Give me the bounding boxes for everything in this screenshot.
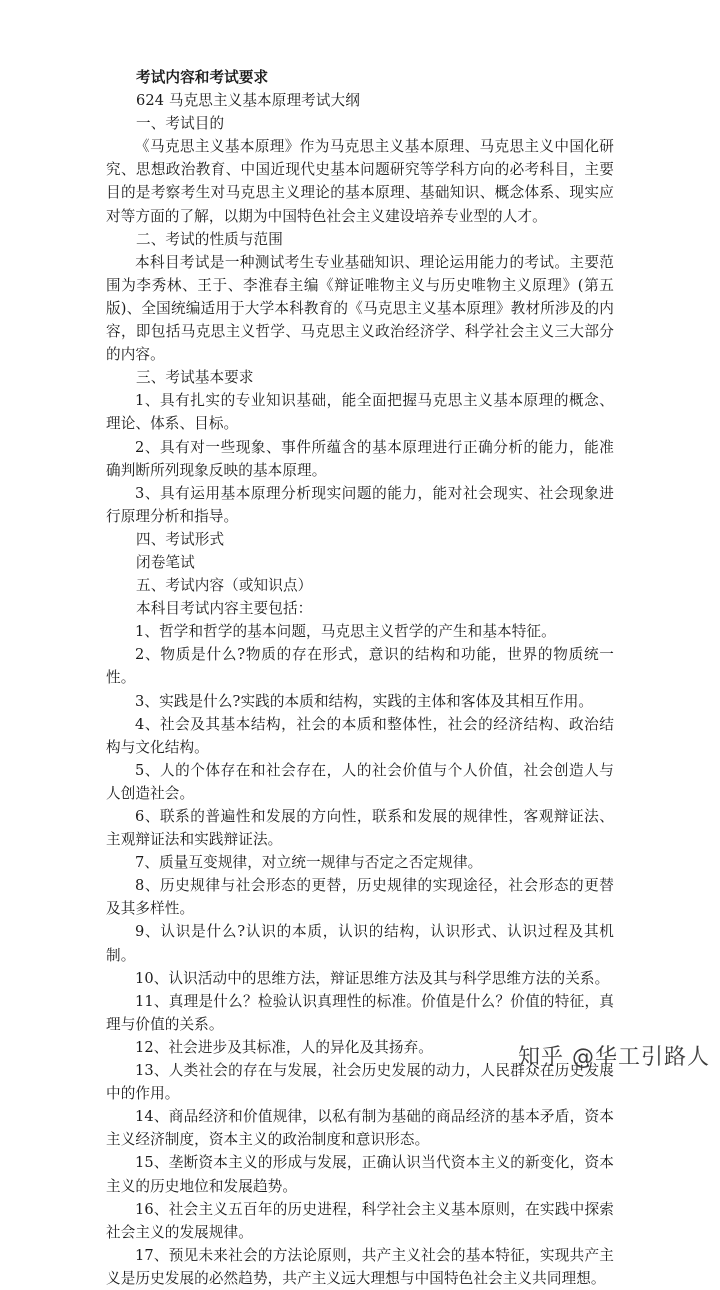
content-item: 12、社会进步及其标准，人的异化及其扬弃。 [135, 1038, 433, 1056]
section-4-heading: 四、考试形式 [136, 530, 225, 548]
content-item: 15、垄断资本主义的形成与发展，正确认识当代资本主义的新变化，资本主义的历史地位和发展趋势。 [106, 1154, 614, 1195]
content-item: 1、哲学和哲学的基本问题，马克思主义哲学的产生和基本特征。 [135, 623, 556, 641]
content-item: 6、联系的普遍性和发展的方向性，联系和发展的规律性，客观辩证法、主观辩证法和实践辩证法。 [106, 808, 614, 849]
content-item: 5、人的个体存在和社会存在，人的社会价值与个人价值，社会创造人与人创造社会。 [106, 761, 614, 802]
document-title: 考试内容和考试要求 [136, 69, 269, 86]
requirement-item: 3、具有运用基本原理分析现实问题的能力，能对社会现实、社会现象进行原理分析和指导。 [106, 484, 614, 525]
content-item: 16、社会主义五百年的历史进程，科学社会主义基本原则，在实践中探索社会主义的发展规律。 [106, 1200, 614, 1241]
requirement-item: 1、具有扎实的专业知识基础，能全面把握马克思主义基本原理的概念、理论、体系、目标。 [106, 392, 614, 433]
content-item: 9、认识是什么?认识的本质，认识的结构，认识形式、认识过程及其机制。 [106, 923, 614, 964]
requirement-item: 2、具有对一些现象、事件所蕴含的基本原理进行正确分析的能力，能准确判断所列现象反映的基本原理。 [106, 438, 614, 479]
zhihu-watermark: 知乎 @华工引路人 [518, 1045, 710, 1070]
section-1-heading: 一、考试目的 [136, 115, 225, 133]
content-item: 4、社会及其基本结构，社会的本质和整体性，社会的经济结构、政治结构与文化结构。 [106, 715, 614, 756]
content-item: 17、预见未来社会的方法论原则，共产主义社会的基本特征，实现共产主义是历史发展的必然趋势，共产主义远大理想与中国特色社会主义共同理想。 [106, 1246, 614, 1287]
content-item: 14、商品经济和价值规律，以私有制为基础的商品经济的基本矛盾，资本主义经济制度，资本主义的政治制度和意识形态。 [106, 1108, 614, 1149]
content-item: 3、实践是什么?实践的本质和结构，实践的主体和客体及其相互作用。 [135, 692, 594, 710]
content-item: 13、人类社会的存在与发展，社会历史发展的动力，人民群众在历史发展中的作用。 [106, 1062, 614, 1103]
section-3-heading: 三、考试基本要求 [136, 369, 254, 387]
content-item: 8、历史规律与社会形态的更替，历史规律的实现途径，社会形态的更替及其多样性。 [106, 877, 614, 918]
content-item: 7、质量互变规律，对立统一规律与否定之否定规律。 [135, 854, 483, 872]
section-5-intro: 本科目考试内容主要包括： [136, 600, 313, 618]
exam-outline-title: 624 马克思主义基本原理考试大纲 [136, 92, 360, 110]
exam-format: 闭卷笔试 [136, 553, 195, 571]
content-item: 10、认识活动中的思维方法，辩证思维方法及其与科学思维方法的关系。 [135, 969, 610, 987]
section-1-body: 《马克思主义基本原理》作为马克思主义基本原理、马克思主义中国化研究、思想政治教育、中国近现代史基本问题研究等学科方向的必考科目，主要目的是考察考生对马克思主义理论的基本原理、基础知识、概念体系、现实应对等方面的了解，以期为中国特色社会主义建设培养专业型的人才。 [106, 138, 614, 225]
section-5-heading: 五、考试内容（或知识点） [136, 577, 313, 595]
section-2-heading: 二、考试的性质与范围 [136, 230, 283, 248]
document-body [106, 66, 614, 1290]
content-item: 2、物质是什么?物质的存在形式，意识的结构和功能，世界的物质统一性。 [106, 646, 614, 687]
section-2-body: 本科目考试是一种测试考生专业基础知识、理论运用能力的考试。主要范围为李秀林、王于、李淮春主编《辩证唯物主义与历史唯物主义原理》(第五版)、全国统编适用于大学本科教育的《马克思主义基本原理》教材所涉及的内容，即包括马克思主义哲学、马克思主义政治经济学、科学社会主义三大部分的内容。 [106, 253, 614, 364]
content-item: 11、真理是什么？检验认识真理性的标准。价值是什么？价值的特征，真理与价值的关系。 [106, 992, 614, 1033]
